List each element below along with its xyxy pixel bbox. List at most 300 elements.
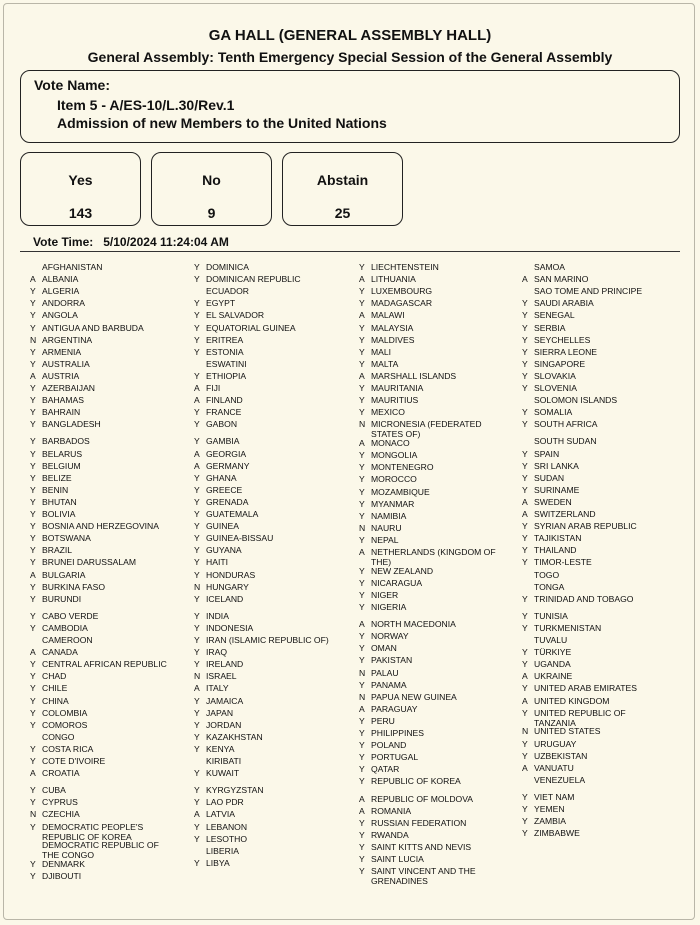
vote-mark: Y bbox=[359, 450, 365, 461]
country-name: SYRIAN ARAB REPUBLIC bbox=[534, 521, 637, 532]
country-name: BELARUS bbox=[42, 448, 83, 459]
vote-mark: Y bbox=[522, 622, 528, 633]
country-name: MONTENEGRO bbox=[371, 462, 434, 473]
country-name: OMAN bbox=[371, 643, 397, 654]
vote-mark: A bbox=[522, 695, 528, 706]
vote-mark: Y bbox=[359, 817, 365, 828]
country-name: JORDAN bbox=[206, 719, 242, 730]
vote-mark: Y bbox=[194, 635, 200, 645]
country-name: ARGENTINA bbox=[42, 334, 93, 345]
vote-mark: Y bbox=[194, 322, 200, 333]
country-name: LIECHTENSTEIN bbox=[371, 262, 439, 272]
country-name: TRINIDAD AND TOBAGO bbox=[534, 593, 634, 604]
country-name: GEORGIA bbox=[206, 448, 247, 459]
country-name: UKRAINE bbox=[534, 671, 573, 682]
vote-mark: Y bbox=[522, 816, 528, 827]
vote-mark: A bbox=[30, 647, 36, 658]
vote-mark: Y bbox=[194, 647, 200, 658]
vote-mark: Y bbox=[194, 472, 200, 483]
no-label: No bbox=[202, 172, 221, 188]
country-name: KENYA bbox=[206, 743, 235, 754]
vote-mark: Y bbox=[522, 804, 528, 814]
vote-mark: A bbox=[194, 809, 200, 820]
vote-mark: Y bbox=[359, 286, 365, 297]
vote-mark: Y bbox=[194, 298, 200, 309]
country-name: VIET NAM bbox=[534, 791, 575, 802]
vote-mark: Y bbox=[359, 383, 365, 393]
country-name: ISRAEL bbox=[206, 671, 237, 682]
country-name: GERMANY bbox=[206, 460, 250, 471]
vote-mark: Y bbox=[30, 743, 36, 754]
vote-mark: Y bbox=[194, 593, 200, 604]
country-name: DOMINICA bbox=[206, 262, 249, 272]
vote-mark: Y bbox=[30, 821, 36, 832]
country-name: NAURU bbox=[371, 522, 402, 533]
vote-mark: Y bbox=[194, 719, 200, 730]
vote-mark: Y bbox=[30, 395, 36, 406]
country-name: BAHAMAS bbox=[42, 395, 85, 406]
vote-mark: Y bbox=[30, 581, 36, 592]
vote-mark: Y bbox=[359, 510, 365, 521]
vote-mark: Y bbox=[194, 545, 200, 556]
yes-count: 143 bbox=[68, 205, 93, 221]
country-name: ITALY bbox=[206, 683, 229, 694]
vote-mark: Y bbox=[359, 715, 365, 726]
country-name: SOMALIA bbox=[534, 407, 573, 418]
vote-mark: Y bbox=[30, 719, 36, 730]
country-name: CHILE bbox=[42, 683, 68, 694]
country-name: ERITREA bbox=[206, 334, 244, 345]
country-name: SOLOMON ISLANDS bbox=[534, 395, 618, 406]
vote-mark: Y bbox=[30, 448, 36, 459]
yes-total-box bbox=[20, 152, 141, 226]
vote-mark: A bbox=[359, 547, 365, 557]
country-name: ANGOLA bbox=[42, 310, 78, 321]
vote-mark: Y bbox=[359, 679, 365, 690]
country-name: NEPAL bbox=[371, 534, 399, 545]
vote-mark: Y bbox=[30, 871, 36, 882]
country-name: LIBYA bbox=[206, 857, 230, 868]
separator-line bbox=[20, 251, 680, 252]
vote-mark: Y bbox=[30, 484, 36, 495]
vote-mark: Y bbox=[522, 419, 528, 430]
country-name: MALI bbox=[371, 346, 392, 357]
country-name: TONGA bbox=[534, 581, 565, 592]
country-name: KAZAKHSTAN bbox=[206, 731, 263, 742]
vote-mark: Y bbox=[359, 631, 365, 642]
country-name: BURUNDI bbox=[42, 593, 82, 604]
vote-mark: Y bbox=[194, 436, 200, 447]
country-name: ZAMBIA bbox=[534, 816, 566, 827]
vote-mark: Y bbox=[522, 738, 528, 749]
country-name: CENTRAL AFRICAN REPUBLIC bbox=[42, 659, 167, 670]
country-name: FIJI bbox=[206, 383, 221, 393]
country-name: CAMBODIA bbox=[42, 622, 88, 633]
vote-mark: Y bbox=[30, 756, 36, 766]
vote-mark: Y bbox=[30, 695, 36, 706]
vote-mark: Y bbox=[30, 472, 36, 483]
country-name: NIGERIA bbox=[371, 602, 407, 612]
vote-mark: Y bbox=[194, 521, 200, 532]
country-name: AFGHANISTAN bbox=[42, 262, 103, 272]
country-name: MALAWI bbox=[371, 310, 405, 321]
vote-mark: Y bbox=[522, 334, 528, 345]
country-name: GHANA bbox=[206, 472, 237, 483]
country-name: CUBA bbox=[42, 785, 66, 796]
country-name: SAINT VINCENT AND THE GRENADINES bbox=[371, 866, 476, 887]
country-name: MYANMAR bbox=[371, 498, 415, 509]
country-name: MEXICO bbox=[371, 407, 405, 418]
country-name: SEYCHELLES bbox=[534, 334, 591, 345]
country-name: SAUDI ARABIA bbox=[534, 298, 594, 309]
vote-mark: Y bbox=[30, 659, 36, 670]
country-name: SAINT KITTS AND NEVIS bbox=[371, 841, 472, 852]
country-name: SPAIN bbox=[534, 448, 560, 459]
vote-mark: Y bbox=[522, 460, 528, 471]
vote-item: Item 5 - A/ES-10/L.30/Rev.1 bbox=[57, 97, 235, 113]
country-name: SERBIA bbox=[534, 322, 566, 333]
vote-mark: Y bbox=[359, 728, 365, 738]
session-title: General Assembly: Tenth Emergency Special Session of the General Assembly bbox=[87, 49, 613, 65]
country-name: SINGAPORE bbox=[534, 358, 586, 369]
vote-mark: Y bbox=[30, 310, 36, 321]
vote-mark: A bbox=[359, 793, 365, 804]
country-name: ANTIGUA AND BARBUDA bbox=[42, 322, 144, 333]
vote-mark: Y bbox=[359, 740, 365, 751]
country-name: MAURITANIA bbox=[371, 383, 424, 393]
country-name: BELIZE bbox=[42, 472, 72, 483]
country-name: ALBANIA bbox=[42, 274, 79, 285]
vote-mark: Y bbox=[522, 407, 528, 418]
country-name: BANGLADESH bbox=[42, 419, 101, 430]
vote-mark: Y bbox=[522, 521, 528, 532]
country-name: MALDIVES bbox=[371, 334, 415, 345]
country-name: GUYANA bbox=[206, 545, 242, 556]
vote-mark: Y bbox=[359, 776, 365, 787]
country-name: QATAR bbox=[371, 764, 400, 775]
vote-mark: Y bbox=[359, 577, 365, 588]
vote-mark: Y bbox=[522, 533, 528, 544]
abstain-label: Abstain bbox=[316, 172, 369, 188]
vote-mark: Y bbox=[359, 534, 365, 545]
country-name: SLOVENIA bbox=[534, 383, 577, 393]
country-name: UNITED KINGDOM bbox=[534, 695, 610, 706]
vote-mark: Y bbox=[194, 533, 200, 544]
country-name: CHAD bbox=[42, 671, 67, 682]
vote-mark: N bbox=[194, 671, 201, 682]
vote-mark: Y bbox=[194, 310, 200, 321]
country-name: TIMOR-LESTE bbox=[534, 557, 592, 568]
country-name: EL SALVADOR bbox=[206, 310, 265, 321]
country-name: CZECHIA bbox=[42, 809, 80, 820]
vote-mark: Y bbox=[194, 334, 200, 345]
vote-mark: A bbox=[359, 274, 365, 285]
country-name: URUGUAY bbox=[534, 738, 577, 749]
country-name: FINLAND bbox=[206, 395, 243, 406]
vote-mark: Y bbox=[522, 647, 528, 658]
vote-mark: N bbox=[359, 691, 366, 702]
vote-mark: Y bbox=[30, 671, 36, 682]
vote-mark: Y bbox=[194, 857, 200, 868]
country-name: CHINA bbox=[42, 695, 69, 706]
vote-mark: A bbox=[194, 383, 200, 393]
country-name: IRELAND bbox=[206, 659, 244, 670]
country-name: BRUNEI DARUSSALAM bbox=[42, 557, 137, 568]
vote-mark: Y bbox=[359, 841, 365, 852]
vote-mark: Y bbox=[522, 370, 528, 381]
vote-mark: Y bbox=[194, 370, 200, 381]
vote-mark: Y bbox=[522, 383, 528, 393]
vote-mark: Y bbox=[359, 334, 365, 345]
vote-mark: Y bbox=[194, 569, 200, 580]
vote-mark: Y bbox=[359, 462, 365, 473]
vote-mark: Y bbox=[30, 557, 36, 568]
country-name: TÜRKIYE bbox=[534, 647, 572, 658]
country-name: COTE D'IVOIRE bbox=[42, 756, 106, 766]
country-name: MOROCCO bbox=[371, 474, 417, 485]
country-name: MAURITIUS bbox=[371, 395, 419, 406]
country-name: GUINEA-BISSAU bbox=[206, 533, 274, 544]
country-name: UNITED REPUBLIC OF TANZANIA bbox=[534, 707, 626, 728]
vote-mark: Y bbox=[522, 322, 528, 333]
vote-mark: Y bbox=[194, 274, 200, 285]
vote-mark: Y bbox=[522, 310, 528, 321]
country-name: BOLIVIA bbox=[42, 509, 76, 519]
vote-mark: Y bbox=[194, 262, 200, 272]
vote-mark: Y bbox=[30, 407, 36, 418]
vote-mark: Y bbox=[194, 833, 200, 844]
country-name: PANAMA bbox=[371, 679, 407, 690]
vote-mark: Y bbox=[30, 286, 36, 297]
country-name: UNITED STATES bbox=[534, 726, 601, 737]
country-name: NORTH MACEDONIA bbox=[371, 619, 456, 630]
country-name: MOZAMBIQUE bbox=[371, 486, 430, 497]
vote-mark: A bbox=[194, 395, 200, 406]
country-name: MALAYSIA bbox=[371, 322, 414, 333]
country-name: ICELAND bbox=[206, 593, 244, 604]
vote-mark: Y bbox=[194, 821, 200, 832]
vote-mark: Y bbox=[522, 828, 528, 839]
vote-mark: A bbox=[194, 448, 200, 459]
country-name: COLOMBIA bbox=[42, 707, 88, 718]
vote-mark: Y bbox=[359, 602, 365, 612]
vote-mark: Y bbox=[30, 419, 36, 430]
vote-mark: Y bbox=[30, 383, 36, 393]
vote-mark: Y bbox=[359, 866, 365, 877]
vote-mark: Y bbox=[30, 298, 36, 309]
country-name: HAITI bbox=[206, 557, 228, 568]
vote-mark: N bbox=[359, 419, 366, 430]
vote-mark: Y bbox=[194, 407, 200, 418]
vote-mark: N bbox=[359, 522, 366, 533]
no-total-box bbox=[151, 152, 272, 226]
vote-mark: Y bbox=[359, 262, 365, 272]
country-name: GAMBIA bbox=[206, 436, 240, 447]
vote-mark: Y bbox=[194, 610, 200, 621]
country-name: AZERBAIJAN bbox=[42, 383, 96, 393]
vote-mark: Y bbox=[359, 322, 365, 333]
vote-mark: Y bbox=[359, 407, 365, 418]
vote-mark: Y bbox=[30, 859, 36, 869]
vote-mark: Y bbox=[359, 474, 365, 485]
vote-time-value: 5/10/2024 11:24:04 AM bbox=[103, 235, 229, 249]
country-name: CYPRUS bbox=[42, 797, 78, 808]
country-name: SLOVAKIA bbox=[534, 370, 576, 381]
country-name: PORTUGAL bbox=[371, 752, 419, 763]
country-name: CROATIA bbox=[42, 768, 80, 779]
country-name: POLAND bbox=[371, 740, 407, 751]
vote-mark: A bbox=[359, 310, 365, 321]
country-name: RWANDA bbox=[371, 829, 409, 840]
vote-mark: Y bbox=[194, 743, 200, 754]
country-name: COSTA RICA bbox=[42, 743, 94, 754]
country-name: MONGOLIA bbox=[371, 450, 418, 461]
vote-subject: Admission of new Members to the United Nations bbox=[57, 115, 387, 131]
vote-mark: N bbox=[359, 667, 366, 678]
country-name: SAO TOME AND PRINCIPE bbox=[534, 286, 643, 297]
vote-mark: Y bbox=[359, 829, 365, 840]
country-name: DOMINICAN REPUBLIC bbox=[206, 274, 301, 285]
country-name: SOUTH SUDAN bbox=[534, 436, 597, 447]
vote-mark: N bbox=[30, 334, 37, 345]
country-name: GUINEA bbox=[206, 521, 239, 532]
country-name: ZIMBABWE bbox=[534, 828, 580, 839]
country-name: GUATEMALA bbox=[206, 509, 259, 519]
vote-mark: Y bbox=[194, 509, 200, 519]
vote-mark: Y bbox=[30, 797, 36, 808]
country-name: LESOTHO bbox=[206, 833, 248, 844]
vote-mark: Y bbox=[359, 589, 365, 600]
vote-mark: A bbox=[194, 460, 200, 471]
vote-mark: A bbox=[30, 274, 36, 285]
vote-mark: A bbox=[359, 370, 365, 381]
vote-mark: Y bbox=[30, 460, 36, 471]
vote-mark: Y bbox=[522, 346, 528, 357]
vote-mark: Y bbox=[359, 565, 365, 576]
vote-mark: Y bbox=[194, 496, 200, 507]
vote-mark: Y bbox=[30, 358, 36, 369]
vote-mark: Y bbox=[522, 472, 528, 483]
country-name: REPUBLIC OF MOLDOVA bbox=[371, 793, 474, 804]
country-name: ANDORRA bbox=[42, 298, 85, 309]
country-name: DEMOCRATIC REPUBLIC OF THE CONGO bbox=[42, 840, 159, 861]
country-name: LEBANON bbox=[206, 821, 248, 832]
abstain-total-box bbox=[282, 152, 403, 226]
vote-mark: Y bbox=[359, 643, 365, 654]
vote-name-box bbox=[20, 70, 680, 143]
country-name: SWEDEN bbox=[534, 496, 572, 507]
vote-mark: Y bbox=[30, 509, 36, 519]
country-name: JAPAN bbox=[206, 707, 234, 718]
vote-mark: Y bbox=[359, 764, 365, 775]
vote-mark: Y bbox=[522, 791, 528, 802]
country-name: ARMENIA bbox=[42, 346, 82, 357]
country-name: COMOROS bbox=[42, 719, 88, 730]
vote-mark: Y bbox=[194, 659, 200, 670]
country-name: PALAU bbox=[371, 667, 399, 678]
vote-mark: N bbox=[30, 809, 37, 820]
country-name: TAJIKISTAN bbox=[534, 533, 582, 544]
vote-mark: A bbox=[522, 509, 528, 519]
country-name: ESTONIA bbox=[206, 346, 244, 357]
vote-mark: Y bbox=[30, 521, 36, 532]
vote-mark: N bbox=[194, 581, 201, 592]
country-name: VENEZUELA bbox=[534, 774, 586, 785]
vote-mark: A bbox=[30, 569, 36, 580]
country-name: SIERRA LEONE bbox=[534, 346, 598, 357]
country-name: AUSTRIA bbox=[42, 370, 80, 381]
vote-mark: A bbox=[30, 370, 36, 381]
country-name: ETHIOPIA bbox=[206, 370, 247, 381]
country-name: SUDAN bbox=[534, 472, 565, 483]
country-name: FRANCE bbox=[206, 407, 242, 418]
vote-mark: A bbox=[359, 805, 365, 816]
country-name: ALGERIA bbox=[42, 286, 80, 297]
country-name: UNITED ARAB EMIRATES bbox=[534, 683, 637, 694]
vote-mark: A bbox=[522, 671, 528, 682]
vote-mark: Y bbox=[359, 498, 365, 509]
country-name: BARBADOS bbox=[42, 436, 90, 447]
vote-mark: Y bbox=[194, 785, 200, 796]
vote-mark: Y bbox=[194, 557, 200, 568]
country-name: LATVIA bbox=[206, 809, 235, 820]
vote-mark: A bbox=[194, 683, 200, 694]
no-count: 9 bbox=[207, 205, 216, 221]
country-name: SOUTH AFRICA bbox=[534, 419, 598, 430]
vote-mark: Y bbox=[30, 683, 36, 694]
country-name: ESWATINI bbox=[206, 358, 247, 369]
country-name: NICARAGUA bbox=[371, 577, 423, 588]
vote-time bbox=[33, 235, 229, 249]
country-name: SENEGAL bbox=[534, 310, 575, 321]
vote-mark: Y bbox=[30, 436, 36, 447]
vote-mark: Y bbox=[522, 298, 528, 309]
vote-mark: Y bbox=[359, 486, 365, 497]
country-name: IRAN (ISLAMIC REPUBLIC OF) bbox=[206, 635, 329, 645]
vote-mark: Y bbox=[194, 484, 200, 495]
country-name: LAO PDR bbox=[206, 797, 244, 808]
country-name: GABON bbox=[206, 419, 238, 430]
vote-mark: Y bbox=[30, 346, 36, 357]
country-name: AUSTRALIA bbox=[42, 358, 90, 369]
vote-mark: Y bbox=[522, 545, 528, 556]
vote-mark: Y bbox=[30, 622, 36, 633]
vote-mark: A bbox=[359, 438, 365, 449]
vote-mark: A bbox=[522, 762, 528, 773]
country-name: LITHUANIA bbox=[371, 274, 416, 285]
country-name: HONDURAS bbox=[206, 569, 256, 580]
country-name: MADAGASCAR bbox=[371, 298, 433, 309]
country-name: PERU bbox=[371, 715, 395, 726]
vote-mark: Y bbox=[359, 854, 365, 864]
vote-mark: Y bbox=[359, 358, 365, 369]
country-name: PARAGUAY bbox=[371, 703, 418, 714]
country-name: VANUATU bbox=[534, 762, 574, 773]
hall-title: GA HALL (GENERAL ASSEMBLY HALL) bbox=[208, 27, 492, 44]
vote-mark: Y bbox=[194, 768, 200, 779]
country-name: DENMARK bbox=[42, 859, 85, 869]
country-name: SAMOA bbox=[534, 262, 566, 272]
country-name: JAMAICA bbox=[206, 695, 244, 706]
country-name: CABO VERDE bbox=[42, 610, 99, 621]
country-name: LIBERIA bbox=[206, 845, 239, 856]
vote-mark: Y bbox=[30, 707, 36, 718]
country-name: MARSHALL ISLANDS bbox=[371, 370, 457, 381]
vote-mark: A bbox=[359, 619, 365, 630]
country-name: NORWAY bbox=[371, 631, 409, 642]
vote-mark: Y bbox=[359, 298, 365, 309]
country-name: BAHRAIN bbox=[42, 407, 81, 418]
